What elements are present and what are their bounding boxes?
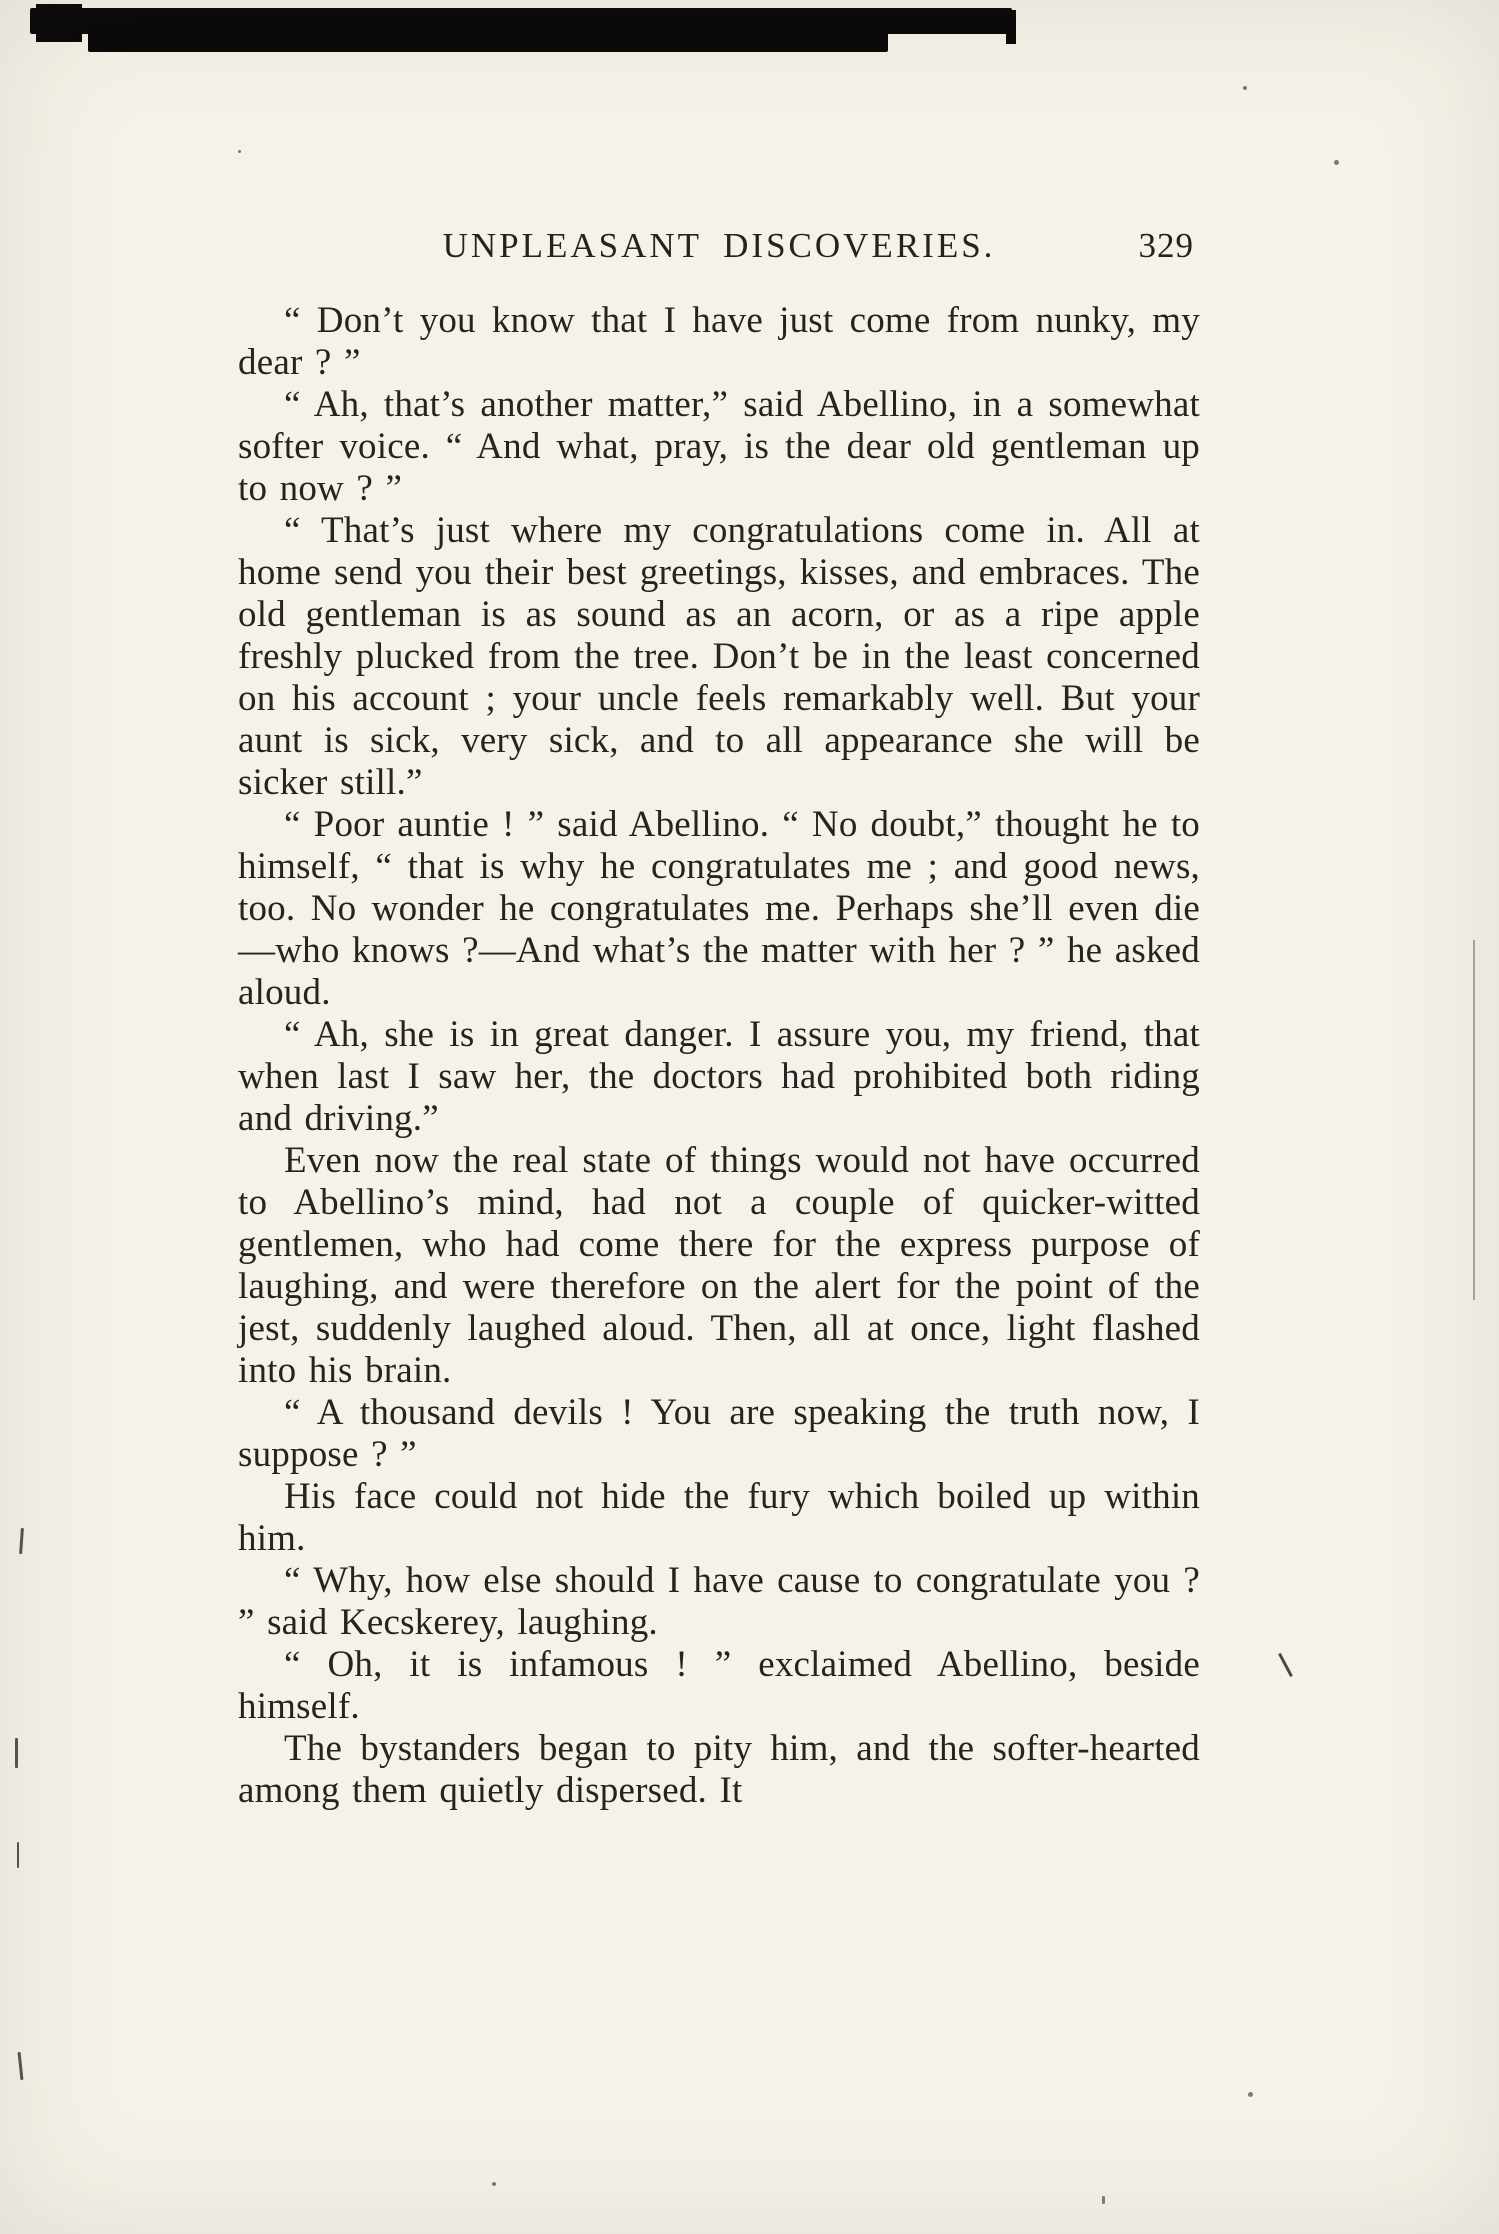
scan-artifact-margin-tick bbox=[18, 2052, 24, 2080]
running-title: UNPLEASANT DISCOVERIES. bbox=[442, 226, 996, 265]
paragraph: The bystanders began to pity him, and the softer-hearted among them quietly dispersed. It bbox=[238, 1728, 1200, 1811]
scan-artifact-margin-tick bbox=[17, 1842, 19, 1868]
page-header bbox=[238, 226, 1200, 274]
page-number: 329 bbox=[1138, 226, 1194, 265]
scan-artifact-speck bbox=[1102, 2196, 1105, 2204]
scan-artifact-speck bbox=[1334, 160, 1339, 165]
paragraph: “ Oh, it is infamous ! ” exclaimed Abellino, beside himself. bbox=[238, 1644, 1200, 1727]
paragraph: “ Ah, that’s another matter,” said Abellino, in a somewhat softer voice. “ And what, pray, is the dear old gentleman up to now ? ” bbox=[238, 384, 1200, 509]
scan-artifact-speck bbox=[492, 2182, 496, 2186]
paragraph: Even now the real state of things would not have occurred to Abellino’s mind, had not a couple of quicker-witted gentlemen, who had come there for the express purpose of laughing, and were therefore on the alert for the point of the jest, suddenly laughed aloud. Then, all at once, light flashed into his brain. bbox=[238, 1140, 1200, 1391]
paragraph: “ Don’t you know that I have just come from nunky, my dear ? ” bbox=[238, 300, 1200, 383]
scan-artifact-speck bbox=[238, 150, 241, 153]
paragraph: “ A thousand devils ! You are speaking the truth now, I suppose ? ” bbox=[238, 1392, 1200, 1475]
paragraph: “ Why, how else should I have cause to congratulate you ? ” said Kecskerey, laughing. bbox=[238, 1560, 1200, 1643]
scan-artifact-top-bar-thick bbox=[88, 22, 888, 52]
scan-artifact-top-bar-tail bbox=[1006, 10, 1016, 44]
scan-artifact-margin-tick bbox=[15, 1738, 18, 1768]
paragraph: “ Poor auntie ! ” said Abellino. “ No doubt,” thought he to himself, “ that is why he congratulates me ; and good news, too. No wonder he congratulates me. Perhaps she’ll even die—who knows ?—And what’s the matter with her ? ” he asked aloud. bbox=[238, 804, 1200, 1013]
scan-artifact-stray-mark bbox=[1278, 1653, 1293, 1677]
scan-artifact-speck bbox=[1243, 86, 1247, 90]
paragraph: “ That’s just where my congratulations come in. All at home send you their best greetings, kisses, and embraces. The old gentleman is as sound as an acorn, or as a ripe apple freshly plucked from the tree. Don’t be in the least concerned on his account ; your uncle feels remarkably well. But your aunt is sick, very sick, and to all appearance she will be sicker still.” bbox=[238, 510, 1200, 803]
paragraph: His face could not hide the fury which boiled up within him. bbox=[238, 1476, 1200, 1559]
paragraph: “ Ah, she is in great danger. I assure you, my friend, that when last I saw her, the doctors had prohibited both riding and driving.” bbox=[238, 1014, 1200, 1139]
scan-artifact-speck bbox=[1248, 2092, 1253, 2097]
scan-artifact-page-edge bbox=[1473, 940, 1475, 1300]
scan-artifact-top-bar-cap bbox=[36, 4, 82, 42]
page-body bbox=[238, 300, 1200, 1812]
scan-artifact-margin-tick bbox=[19, 1528, 24, 1554]
